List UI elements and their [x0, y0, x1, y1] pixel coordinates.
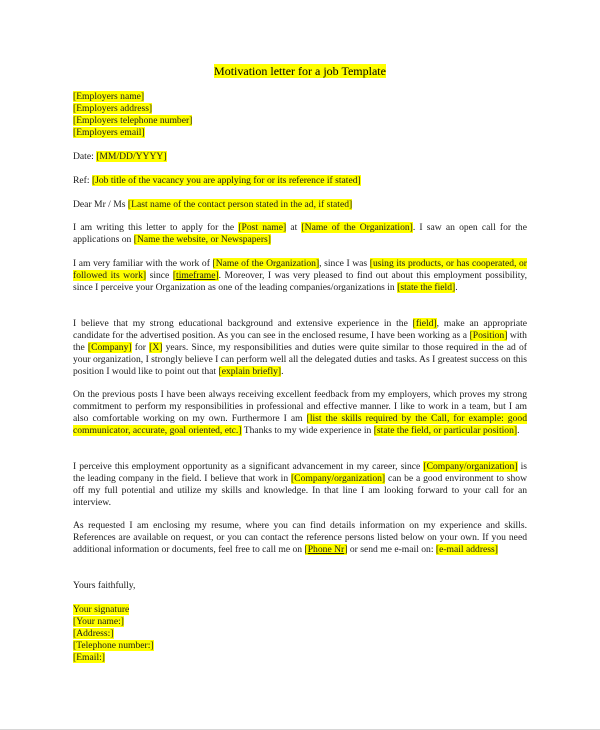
employer-name: [Employers name]: [73, 91, 145, 102]
post-name-field: [Post name]: [238, 222, 287, 233]
paragraph-background: I believe that my strong educational background and extensive experience in the [field], make an appropriate candidate for the advertised position. As you can see in the enclosed resume, I have been working as a [Position] with the [Company] for [X] years. Since, my responsibilities and duties were quite similar to those required in the ad of your organization, I strongly believe I can perform well all the delegated duties and tasks. As I greatest success on this position I would like to point out that [explain briefly].: [73, 318, 528, 377]
organization-field: [Name of the Organization]: [212, 258, 320, 269]
sender-name: [Your name:]: [73, 616, 124, 627]
ref-value: [Job title of the vacancy you are applying for or its reference if stated]: [91, 175, 361, 186]
page-title: [0, 64, 600, 78]
timeframe-field: [timeframe]: [172, 270, 219, 281]
ref-label: Ref:: [73, 175, 90, 186]
sender-telephone: [Telephone number:]: [73, 640, 154, 651]
years-field: [X]: [149, 342, 163, 353]
paragraph-opportunity: I perceive this employment opportunity as a significant advancement in my career, since [Company/organization] is the leading company in the field. I believe that work in [Company/organization] can be a good environment to show off my full potential and utilize my skills and knowledge. In that line I am looking forward to your call for an interview.: [73, 461, 527, 508]
company-organization-field: [Company/organization]: [423, 461, 518, 472]
closing: Yours faithfully,: [73, 580, 136, 591]
field-field: [field]: [412, 318, 437, 329]
field-of-work: [state the field]: [397, 282, 456, 293]
employer-telephone: [Employers telephone number]: [73, 115, 193, 126]
signature: Your signature: [73, 604, 130, 615]
website-field: [Name the website, or Newspapers]: [133, 234, 271, 245]
salutation-value: [Last name of the contact person stated in the ad, if stated]: [127, 199, 353, 210]
email-field: [e-mail address]: [435, 544, 498, 555]
paragraph-application: I am writing this letter to apply for the [Post name] at [Name of the Organization]. I saw an open call for the applications on [Name the website, or Newspapers]: [73, 222, 527, 245]
sender-address: [Address:]: [73, 628, 114, 639]
paragraph-feedback: On the previous posts I have been always receiving excellent feedback from my employers, which proves my strong commitment to perform my responsibilities in professional and effective manner. I like to work in a team, but I am also comfortable working on my own. Furthermore I am [list the skills required by the Call, for example: good communicator, accurate, goal oriented, etc.] Thanks to my wide experience in [state the field, or particular position].: [73, 389, 527, 436]
phone-field: [Phone Nr]: [304, 544, 348, 555]
ref-line: [73, 175, 361, 187]
position-field: [Position]: [469, 330, 508, 341]
date-value: [MM/DD/YYYY]: [96, 151, 167, 162]
employer-email: [Employers email]: [73, 127, 145, 138]
company-organization-field: [Company/organization]: [290, 473, 386, 484]
paragraph-familiarity: I am very familiar with the work of [Name of the Organization], since I was [using its products, or has cooperated, or followed its work] since [timeframe]. Moreover, I was very pleased to find out about this employment possibility, since I perceive your Organization as one of the leading companies/organizations in [state the field].: [73, 258, 527, 293]
experience-field: [state the field, or particular position]: [373, 425, 518, 436]
salutation-line: [73, 199, 352, 211]
date-line: [73, 151, 167, 163]
explain-field: [explain briefly]: [218, 366, 282, 377]
sender-email: [Email:]: [73, 652, 105, 663]
title-text: Motivation letter for a job Template: [214, 64, 386, 78]
date-label: Date:: [73, 151, 94, 162]
salutation-label: Dear Mr / Ms: [73, 199, 126, 210]
company-field: [Company]: [87, 342, 132, 353]
paragraph-resume: As requested I am enclosing my resume, where you can find details information on my experience and skills. References are available on request, or you can contact the reference persons listed below on your own. If you need additional information or documents, feel free to call me on [Phone Nr] or send me e-mail on: [e-mail address]: [73, 520, 527, 555]
employer-address: [Employers address]: [73, 103, 153, 114]
products-field: [using its products, or has cooperated, or followed its work]: [73, 258, 527, 281]
skills-field: [list the skills required by the Call, for example: good communicator, accurate, goal oriented, etc.]: [73, 413, 527, 436]
organization-field: [Name of the Organization]: [301, 222, 413, 233]
